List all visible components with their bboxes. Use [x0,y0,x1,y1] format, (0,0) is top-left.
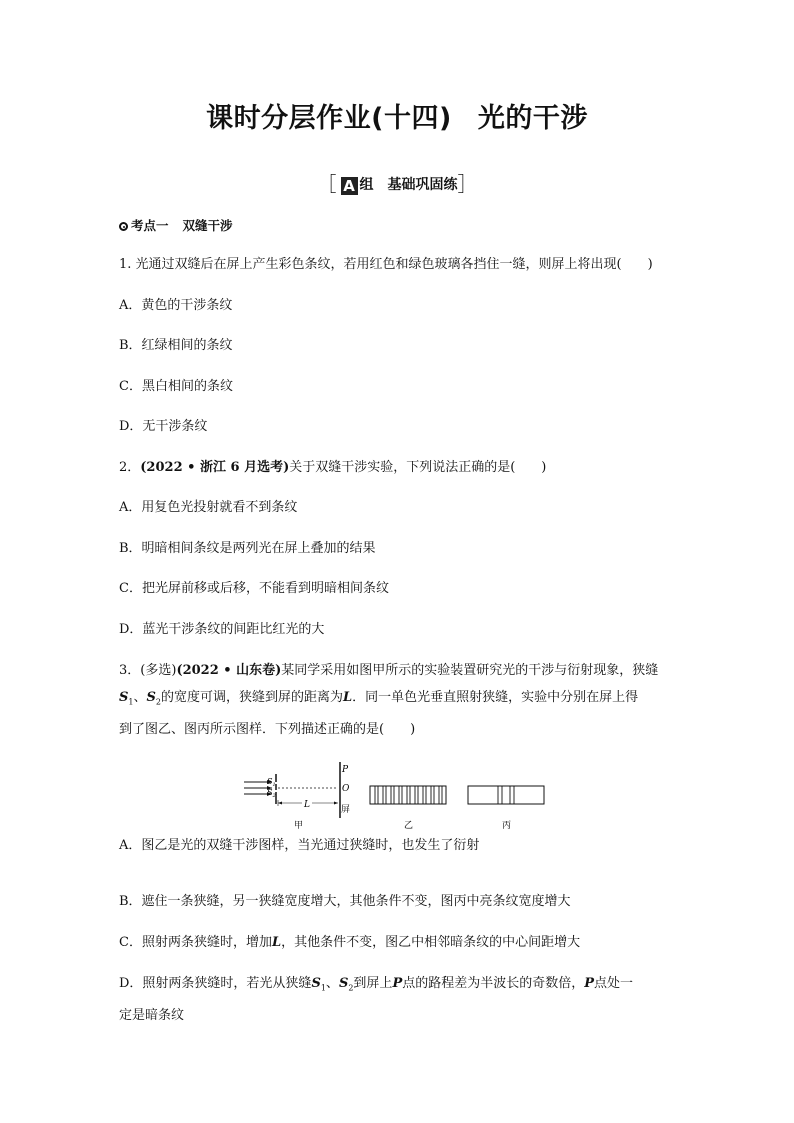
q3-option-b: B．遮住一条狭缝，另一狭缝宽度增大，其他条件不变，图丙中亮条纹宽度增大 [119,894,571,909]
q2-source: (2022 • 浙江 6 月选考) [140,460,290,475]
target-bullet-icon [119,222,128,231]
length-l-symbol: L [343,690,353,705]
experiment-figure [244,760,548,832]
q3-source: (2022 • 山东卷) [176,663,282,678]
page-title [0,96,794,135]
group-name: 基础巩固练 [387,177,458,193]
q2-text: 关于双缝干涉实验，下列说法正确的是( ) [289,460,547,475]
slit-s2-symbol: S [146,690,156,705]
group-heading [0,168,794,197]
q3-line2-text: 的宽度可调，狭缝到屏的距离为 [160,690,343,705]
bracket-open: ［ [316,172,337,196]
group-label: 组 [359,177,374,193]
label-l: L [304,800,310,810]
section-name: 双缝干涉 [182,218,233,233]
q3-line-1 [119,657,679,684]
q1-stem: 1. 光通过双缝后在屏上产生彩色条纹，若用红色和绿色玻璃各挡住一缝，则屏上将出现( ) [119,257,653,272]
q3-optd-line2: 定是暗条纹 [119,1007,185,1023]
q3-option-a: A．图乙是光的双缝干涉图样，当光通过狭缝时，也发生了衍射 [119,838,480,853]
title-main: 课时分层作业(十四) [206,103,452,134]
q3-line-3: 到了图乙、图丙所示图样．下列描述正确的是( ) [119,721,416,737]
q2-option-a: A．用复色光投射就看不到条纹 [119,500,298,515]
caption-yi: 乙 [404,821,414,831]
caption-jia: 甲 [294,821,304,831]
q3-line2-end: ．同一单色光垂直照射狭缝，实验中分别在屏上得 [352,690,639,705]
slit-s1-symbol: S [119,690,129,705]
q1-option-b: B．红绿相间的条纹 [119,338,233,353]
q2-number: 2． [119,460,141,475]
q3-optd-p2: P [584,976,595,991]
q3-optc-post: ，其他条件不变，图乙中相邻暗条纹的中心间距增大 [281,935,581,950]
q1-option-a: A．黄色的干涉条纹 [119,298,233,313]
label-s2: $S_2$ [267,788,276,799]
q3-optd-s2-sub: 2 [348,983,354,993]
q3-option-c [119,929,580,957]
figure-bing-diffraction [468,786,544,831]
q3-prefix: (多选) [140,663,177,678]
q3-line-2 [119,684,679,716]
q3-optd-s2: S [338,976,349,991]
q1-option-d: D．无干涉条纹 [119,419,208,434]
q2-option-b: B．明暗相间条纹是两列光在屏上叠加的结果 [119,541,376,556]
q2-option-d: D．蓝光干涉条纹的间距比红光的大 [119,622,325,637]
q3-optd-mid: 到屏上 [353,976,393,991]
title-sub: 光的干涉 [477,103,588,134]
q3-optd-end: 点处一 [594,976,634,991]
section-heading [119,212,233,240]
figure-jia-setup [244,762,350,831]
q3-stem [119,657,679,743]
label-screen: 屏 [341,805,351,815]
slit-s2-sub: 2 [155,697,161,707]
bracket-close: ］ [457,172,478,196]
figure-yi-fringes [370,786,446,831]
group-letter-badge: A [341,177,358,195]
q3-optd-line1 [119,970,679,1002]
label-o: O [342,784,350,794]
q3-optd-p: P [392,976,403,991]
label-p: P [342,765,349,775]
q3-optd-mid2: 点的路程差为半波长的奇数倍， [402,976,585,991]
q3-optc-pre: C．照射两条狭缝时，增加 [119,935,272,950]
separator: 、 [133,690,147,705]
q3-line1-text: 某同学采用如图甲所示的实验装置研究光的干涉与衍射现象，狭缝 [281,663,659,678]
slit-s1-sub: 1 [128,697,134,707]
caption-bing: 丙 [502,821,512,831]
section-label: 考点一 [131,218,169,233]
q3-number: 3． [119,663,141,678]
q3-optd-s1: S [311,976,321,991]
q3-optd-pre: D．照射两条狭缝时，若光从狭缝 [119,976,312,991]
q1-option-c: C．黑白相间的条纹 [119,379,233,394]
q3-option-d [119,970,679,1029]
q3-optc-l: L [271,935,282,950]
q2-stem [119,454,546,482]
q2-option-c: C．把光屏前移或后移，不能看到明暗相间条纹 [119,581,389,596]
q3-optd-sep: 、 [325,976,339,991]
label-s1: $S_1$ [267,777,276,788]
q3-optd-s1-sub: 1 [320,983,326,993]
